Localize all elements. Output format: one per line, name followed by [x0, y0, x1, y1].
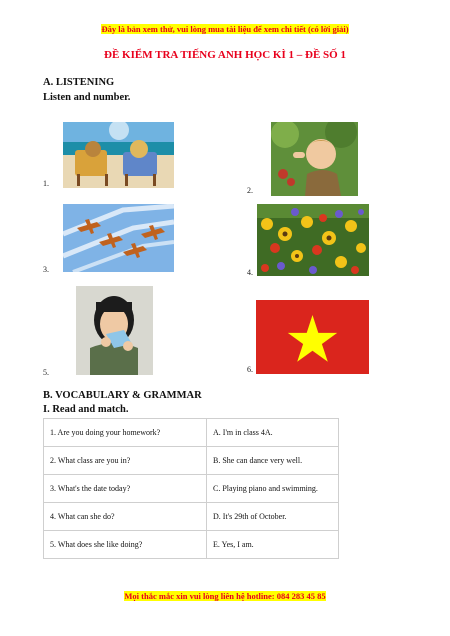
picture-number-3: 3. [43, 265, 49, 274]
beach-chairs-picture [63, 122, 174, 188]
picture-number-2: 2. [247, 186, 253, 195]
question-cell: 3. What's the date today? [44, 475, 207, 503]
table-row [44, 475, 339, 503]
question-cell: 4. What can she do? [44, 503, 207, 531]
table-row [44, 419, 339, 447]
answer-cell: C. Playing piano and swimming. [207, 475, 339, 503]
listening-instruction: Listen and number. [43, 92, 131, 103]
answer-cell: A. I'm in class 4A. [207, 419, 339, 447]
question-cell: 5. What does she like doing? [44, 531, 207, 559]
picture-number-6: 6. [247, 365, 253, 374]
picture-number-1: 1. [43, 179, 49, 188]
hotline-footer [0, 591, 450, 601]
preview-notice-text: Đây là bản xem thử, vui lòng mua tài liệu để xem chi tiết (có lời giải) [101, 24, 349, 34]
hotline-text: Mọi thắc mắc xin vui lòng liên hệ hotline: 084 283 45 85 [124, 591, 326, 601]
section-heading-listening: A. LISTENING [43, 77, 115, 88]
answer-cell: E. Yes, I am. [207, 531, 339, 559]
vietnam-flag-picture [256, 300, 369, 374]
boy-picking-fruit-picture [271, 122, 358, 196]
table-row [44, 531, 339, 559]
flower-garden-picture [257, 204, 369, 276]
section-heading-vocabulary: B. VOCABULARY & GRAMMAR [43, 390, 202, 401]
toy-planes-picture [63, 204, 174, 272]
question-cell: 1. Are you doing your homework? [44, 419, 207, 447]
table-row [44, 447, 339, 475]
picture-number-4: 4. [247, 268, 253, 277]
document-title: ĐỀ KIỂM TRA TIẾNG ANH HỌC KÌ 1 – ĐỀ SỐ 1 [104, 49, 346, 61]
preview-notice [0, 24, 450, 34]
answer-cell: D. It's 29th of October. [207, 503, 339, 531]
match-table [43, 418, 339, 559]
answer-cell: B. She can dance very well. [207, 447, 339, 475]
match-instruction: I. Read and match. [43, 404, 129, 415]
picture-number-5: 5. [43, 368, 49, 377]
question-cell: 2. What class are you in? [44, 447, 207, 475]
table-row [44, 503, 339, 531]
girl-folding-paper-picture [76, 286, 153, 375]
